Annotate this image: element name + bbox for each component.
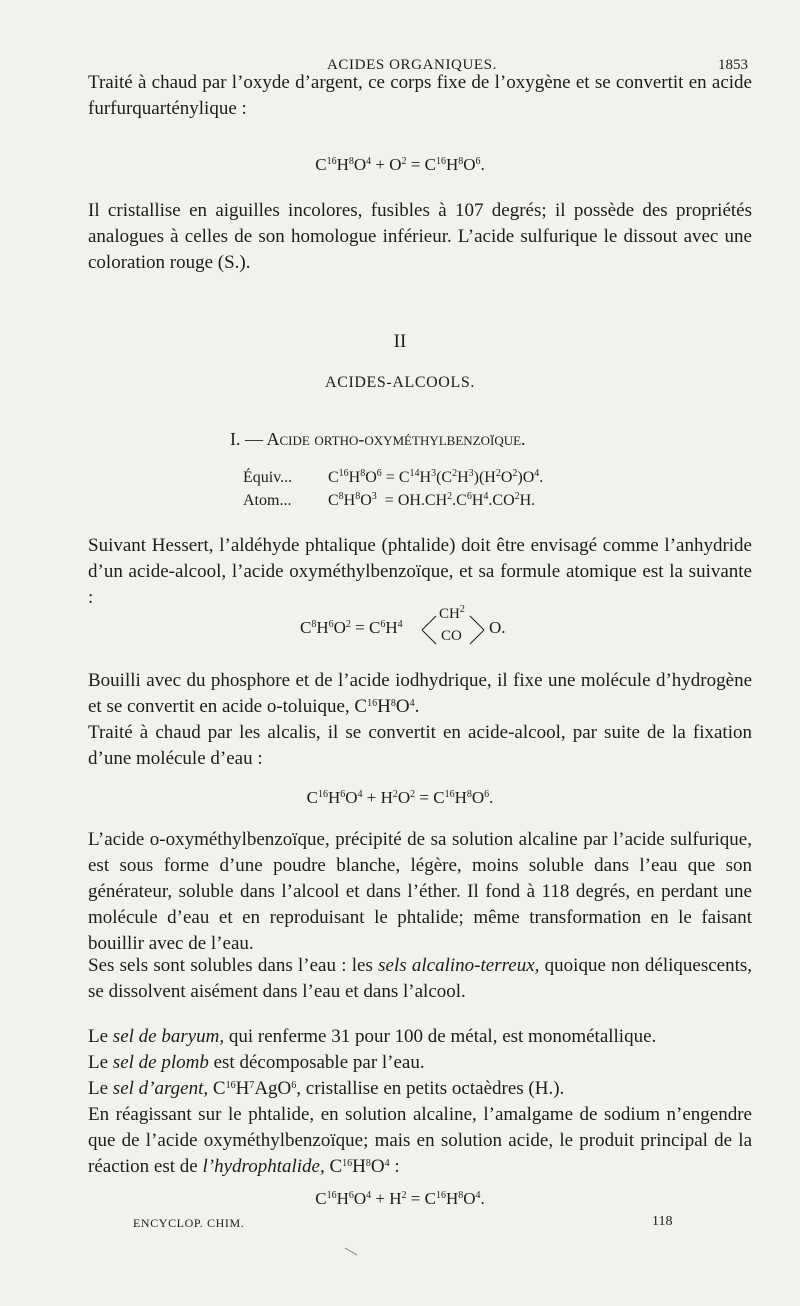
paragraph-7: Ses sels sont solubles dans l’eau : les sels alcalino-terreux, quoique non déliquescents, se dissolvent aisément dans l’eau et dans l’alcool. bbox=[88, 955, 753, 1002]
paragraph-10: Le sel d’argent, $C^{16}H^7AgO^6$, cristallise en petits octaèdres (H.). bbox=[88, 1078, 565, 1099]
paragraph-2-text: Il cristallise en aiguilles incolores, fusibles à 107 degrés; il possède des propriétés analogues à celles de son homologue inférieur. L’acide sulfurique le dissout avec une coloration rouge (S.). bbox=[88, 200, 752, 273]
paragraph-3-text: Suivant Hessert, l’aldéhyde phtalique (phtalide) doit être envisagé comme l’anhydride d’un acide-alcool, l’acide oxyméthylbenzoïque, et sa formule atomique est la suivante : bbox=[88, 535, 752, 608]
paragraph-4: Bouilli avec du phosphore et de l’acide iodhydrique, il fixe une molécule d’hydrogène et se convertit en acide o-toluique, $C^{16}H^8O^4$. bbox=[88, 670, 752, 717]
footer-signature: ENCYCLOP. CHIM. bbox=[133, 1216, 245, 1230]
formula-atom: Atom... $C^8H^8O^3 = OH.CH^2.C^6H^4.CO^2H$. bbox=[243, 491, 536, 509]
paragraph-6: L’acide o-oxyméthylbenzoïque, précipité de sa solution alcaline par l’acide sulfurique, est sous forme d’une poudre blanche, légère, moins soluble dans l’eau que son générateur, soluble dans l’alcool et dans l’éther. Il fond à 118 degrés, en perdant une molécule d’eau et en reproduisant le phtalide; même transformation en le faisant bouillir avec de l’eau. bbox=[88, 829, 752, 954]
formula-4: $C^{16}H^6O^4 + H^2 = C^{16}H^8O^4$. bbox=[315, 1189, 485, 1208]
paragraph-1-text: Traité à chaud par l’oxyde d’argent, ce corps fixe de l’oxygène et se convertit en acide furfurquarténylique : bbox=[88, 72, 752, 119]
paragraph-9: Le sel de plomb est décomposable par l’eau. bbox=[88, 1052, 425, 1073]
formula-equiv: Équiv... $C^{16}H^8O^6 = C^{14}H^3(C^2H^3)(H^2O^2)O^4$. bbox=[243, 468, 544, 486]
printer-mark bbox=[345, 1248, 358, 1256]
paragraph-5: Traité à chaud par les alcalis, il se convertit en acide-alcool, par suite de la fixation d’une molécule d’eau : bbox=[88, 722, 752, 769]
paragraph-3 bbox=[88, 533, 752, 611]
document-page: ACIDES ORGANIQUES. 1853 Traité à chaud par l’oxyde d’argent, ce corps fixe de l’oxygène et se convertit en acide furfurquarténylique : $C^{16}H^8O^4 + O^2 = C^{16}H^8O^6$. Il cristallise en aiguilles incolores, fusibles à 107 degrés; il possède des propriétés analogues à celles de son homologue inférieur. L’acide sulfurique le dissout avec une coloration rouge (S.). II ACIDES-ALCOOLS. I. — Acide ortho-oxyméthylbenzoïque. Équiv... $C^{16}H^8O^6 = C^{14}H^3(C^2H^3)(H^2O^2)O^4$. Atom... $C^8H^8O^3 = OH.CH^2.C^6H^4.CO^2H$. Suivant Hessert, l’aldéhyde phtalique (phtalide) doit être envisagé comme l’anhydride d’un acide-alcool, l’acide oxyméthylbenzoïque, et sa formule atomique est la suivante : $C^8H^6O^2 = C^6H^4$ $CH^2$ CO O. Bouilli avec du phosphore et de l’acide iodhydrique, il fixe une molécule d’hydrogène et se convertit en acide o-toluique, $C^{16}H^8O^4$. Traité à chaud par les alcalis, il se convertit en acide-alcool, par suite de la fixation d’une molécule d’eau : $C^{16}H^6O^4 + H^2O^2 = C^{16}H^8O^6$. L’acide o-oxyméthylbenzoïque, précipité de sa solution alcaline par l’acide sulfurique, est sous forme d’une poudre blanche, légère, moins soluble dans l’eau que son générateur, soluble dans l’alcool et dans l’éther. Il fond à 118 degrés, en perdant une molécule d’eau et en reproduisant le phtalide; même transformation en le faisant bouillir avec de l’eau. Ses sels sont solubles dans l’eau : les sels alcalino-terreux, quoique non déliquescents, se dissolvent aisément dans l’eau et dans l’alcool. Le sel de baryum, qui renferme 31 pour 100 de métal, est monométallique. Le sel de plomb est décomposable par l’eau. Le sel d’argent, $C^{16}H^7AgO^6$, cristallise en petits octaèdres (H.). En réagissant sur le phtalide, en solution alcaline, l’amalgame de sodium n’engendre que de l’acide oxyméthylbenzoïque; mais en solution acide, le produit principal de la réaction est de l’hydrophtalide, $C^{16}H^8O^4$ : $C^{16}H^6O^4 + H^2 = C^{16}H^8O^4$. ENCYCLOP. CHIM. 118 bbox=[0, 0, 800, 1306]
subsection-heading: I. — Acide ortho-oxyméthylbenzoïque. bbox=[230, 429, 526, 449]
running-header-title: ACIDES ORGANIQUES. bbox=[327, 57, 497, 73]
page-number: 1853 bbox=[718, 57, 748, 73]
footer-sheet-number: 118 bbox=[652, 1214, 673, 1229]
paragraph-8: Le sel de baryum, qui renferme 31 pour 100 de métal, est monométallique. bbox=[88, 1026, 657, 1047]
paragraph-2 bbox=[88, 198, 752, 276]
paragraph-11: En réagissant sur le phtalide, en solution alcaline, l’amalgame de sodium n’engendre que de l’acide oxyméthylbenzoïque; mais en solution acide, le produit principal de la réaction est de l’hydrophtalide, $C^{16}H^8O^4$ : bbox=[88, 1104, 752, 1177]
section-heading: ACIDES-ALCOOLS. bbox=[325, 374, 475, 391]
formula-3: $C^{16}H^6O^4 + H^2O^2 = C^{16}H^8O^6$. bbox=[306, 788, 494, 807]
formula-1: $C^{16}H^8O^4 + O^2 = C^{16}H^8O^6$. bbox=[315, 155, 485, 174]
paragraph-1 bbox=[88, 70, 752, 122]
section-numeral: II bbox=[393, 331, 407, 352]
